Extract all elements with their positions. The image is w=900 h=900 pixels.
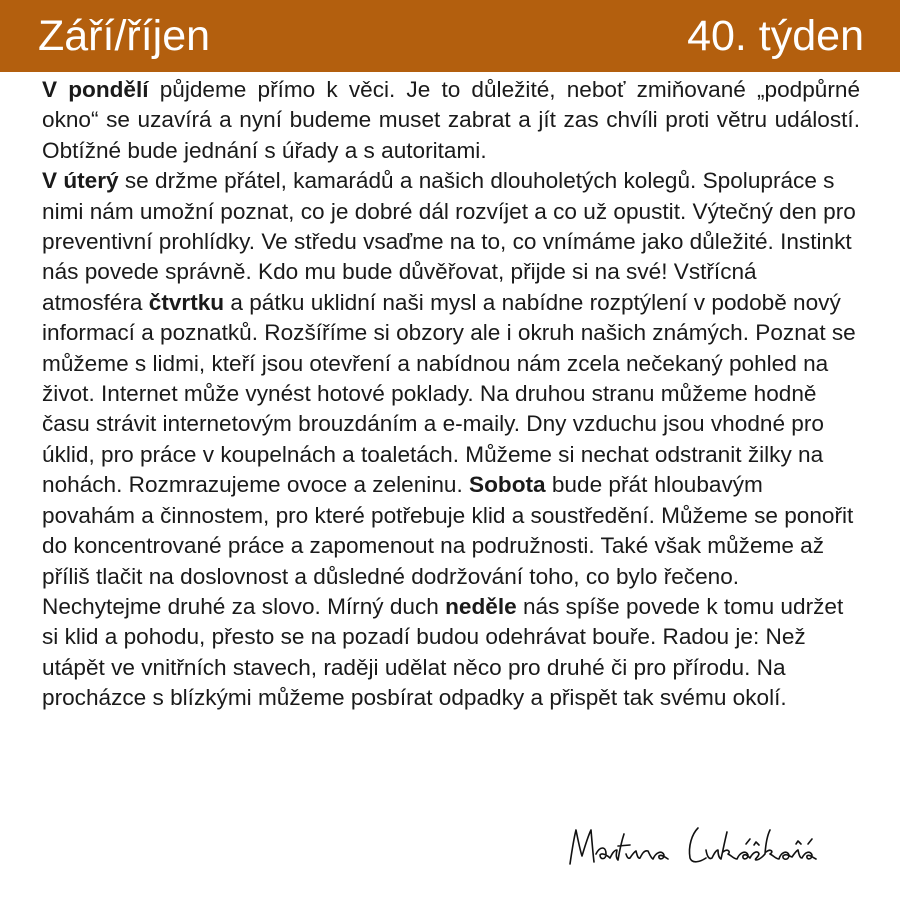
day-thursday: čtvrtku	[148, 289, 225, 315]
day-tuesday: V úterý	[42, 168, 119, 194]
header-month: Září/říjen	[38, 11, 211, 60]
text-thursday: a pátku uklidní naši mysl a nabídne rozptýlení v podobě nový informací a poznatků. Rozšíříme si obzory ale i okruh našich známých. Poznat se můžeme s lidmi, kteří jsou otevření a nabídnou nám zcela nečekaný pohled na život. Internet může vynést hotové poklady. Na druhou stranu můžeme hodně času strávit internetovým brouzdáním a e-maily. Dny vzduchu jsou vhodné pro úklid, pro práce v koupelnách a toaletách. Můžeme si nechat odstranit žilky na nohách. Rozmrazujeme ovoce a zeleninu.	[42, 289, 856, 498]
text-tuesday: se držme přátel, kamarádů a našich dlouholetých kolegů. Spolupráce s nimi nám umožní poznat, co je dobré dál rozvíjet a co už opustit. Výtečný den pro preventivní prohlídky. Ve středu vsaďme na to, co vnímáme jako důležité. Instinkt nás povede správně. Kdo mu bude důvěřovat, přijde si na své! Vstřícná atmosféra	[42, 168, 856, 315]
page-header	[0, 0, 900, 72]
day-saturday: Sobota	[469, 472, 546, 498]
header-week: 40. týden	[687, 11, 864, 60]
author-signature	[560, 810, 860, 872]
horoscope-text	[42, 75, 860, 714]
text-monday: půjdeme přímo k věci. Je to důležité, neboť zmiňované „podpůrné okno“ se uzavírá a nyní budeme muset zabrat a jít zas chvíli proti větru událostí. Obtížné bude jednání s úřady a s autoritami.	[42, 77, 861, 163]
paragraph-tuesday	[42, 166, 860, 713]
day-monday: V pondělí	[42, 77, 149, 102]
paragraph-monday	[42, 75, 860, 166]
day-sunday: neděle	[445, 593, 517, 619]
text-sunday: nás spíše povede k tomu udržet si klid a pohodu, přesto se na pozadí budou odehrávat bouře. Radou je: Než utápět ve vnitřních stavech, raději udělat něco pro druhé či pro přírodu. Na procházce s blízkými můžeme posbírat odpadky a přispět tak svému okolí.	[42, 593, 844, 711]
text-saturday: bude přát hloubavým povahám a činnostem, pro které potřebuje klid a soustředění. Můžeme se ponořit do koncentrované práce a zapomenout na podružnosti. Také však můžeme až příliš tlačit na doslovnost a důsledné dodržování toho, co bylo řečeno. Nechytejme druhé za slovo. Mírný duch	[42, 472, 854, 619]
